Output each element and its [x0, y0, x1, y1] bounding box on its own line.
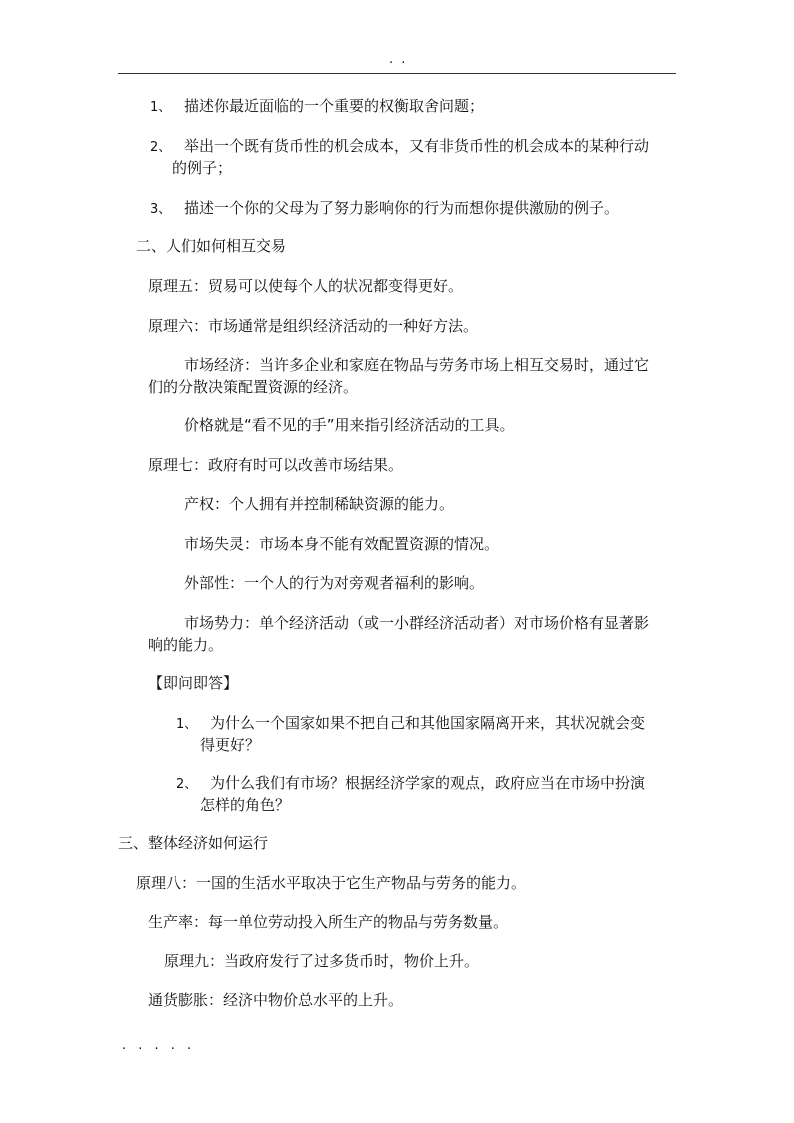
definition-market-power-continued: 响的能力。	[148, 636, 224, 654]
principle-6: 原理六：市场通常是组织经济活动的一种好方法。	[148, 317, 479, 335]
definition-market-economy-continued: 们的分散决策配置资源的经济。	[148, 378, 359, 396]
exercise-number: 1、	[150, 100, 172, 115]
principle-8: 原理八：一国的生活水平取决于它生产物品与劳务的能力。	[136, 874, 527, 892]
quiz-number: 2、	[176, 777, 198, 792]
exercise-text-continued: 的例子；	[172, 159, 233, 177]
definition-externality: 外部性：一个人的行为对旁观者福利的影响。	[184, 574, 485, 592]
definition-market-economy: 市场经济：当许多企业和家庭在物品与劳务市场上相互交易时，通过它	[184, 356, 650, 374]
principle-9: 原理九：当政府发行了过多货币时，物价上升。	[164, 952, 480, 970]
exercise-number: 3、	[150, 202, 172, 217]
principle-7: 原理七：政府有时可以改善市场结果。	[148, 456, 404, 474]
header-rule	[118, 73, 676, 74]
exercise-item	[150, 198, 619, 220]
quiz-text: 为什么一个国家如果不把自己和其他国家隔离开来，其状况就会变	[210, 714, 646, 732]
exercise-number: 2、	[150, 140, 172, 155]
quiz-number: 1、	[176, 717, 198, 732]
definition-inflation: 通货膨胀：经济中物价总水平的上升。	[148, 991, 404, 1009]
section-heading: 二、人们如何相互交易	[136, 237, 287, 255]
quiz-heading: 【即问即答】	[148, 674, 239, 692]
exercise-item	[150, 96, 484, 118]
definition-property-rights: 产权：个人拥有并控制稀缺资源的能力。	[184, 495, 455, 513]
quiz-item	[176, 713, 645, 735]
quiz-text-continued: 得更好？	[200, 736, 261, 754]
exercise-text: 举出一个既有货币性的机会成本，又有非货币性的机会成本的某种行动	[184, 137, 650, 155]
principle-5: 原理五：贸易可以使每个人的状况都变得更好。	[148, 277, 464, 295]
section-heading: 三、整体经济如何运行	[118, 834, 269, 852]
definition-market-power: 市场势力：单个经济活动（或一小群经济活动者）对市场价格有显著影	[184, 614, 650, 632]
quiz-item	[176, 773, 645, 795]
exercise-text: 描述你最近面临的一个重要的权衡取舍问题；	[184, 97, 485, 115]
exercise-text: 描述一个你的父母为了努力影响你的行为而想你提供激励的例子。	[184, 199, 620, 217]
footer-marker: . . . . .	[122, 1038, 196, 1053]
definition-market-failure: 市场失灵：市场本身不能有效配置资源的情况。	[184, 535, 500, 553]
price-invisible-hand: 价格就是“看不见的手”用来指引经济活动的工具。	[184, 416, 515, 434]
quiz-text-continued: 怎样的角色？	[200, 796, 291, 814]
quiz-text: 为什么我们有市场？根据经济学家的观点，政府应当在市场中扮演	[210, 774, 646, 792]
header-marker: . .	[389, 52, 408, 67]
exercise-item	[150, 136, 649, 158]
definition-productivity: 生产率：每一单位劳动投入所生产的物品与劳务数量。	[148, 913, 509, 931]
